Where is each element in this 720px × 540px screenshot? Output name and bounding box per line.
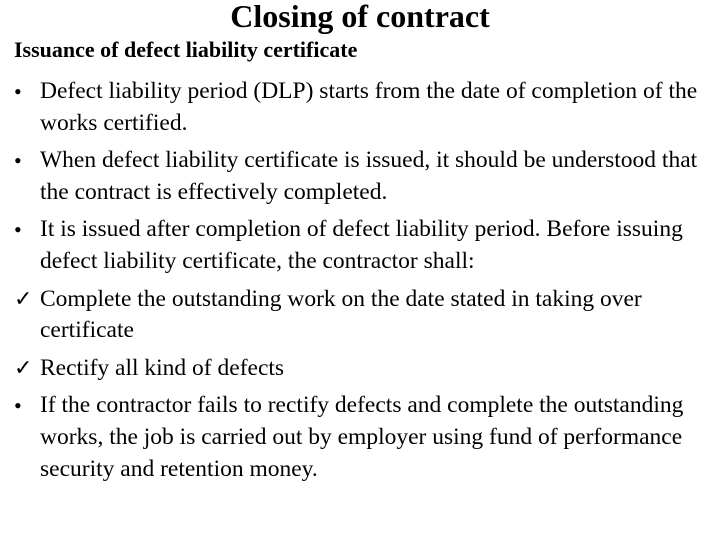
checkmark-icon: ✓: [14, 355, 33, 381]
bullet-item: [14, 353, 714, 385]
bullet-item: [14, 390, 714, 485]
bullet-text: Complete the outstanding work on the date stated in taking over certificate: [40, 285, 642, 344]
slide-subtitle: Issuance of defect liability certificate: [14, 37, 358, 62]
bullet-text: If the contractor fails to rectify defects and complete the outstanding works, the job is carried out by employer using fund of performance security and retention money.: [40, 392, 684, 482]
bullet-item: [14, 284, 714, 347]
bullet-dot-icon: •: [14, 393, 22, 419]
bullet-text: Rectify all kind of defects: [40, 354, 285, 381]
slide-title: Closing of contract: [230, 0, 490, 34]
bullet-item: [14, 76, 714, 139]
bullet-text: Defect liability period (DLP) starts from the date of completion of the works certified.: [40, 78, 698, 136]
bullet-dot-icon: •: [14, 79, 22, 104]
bullet-text: It is issued after completion of defect liability period. Before issuing defect liability certificate, the contractor shall:: [40, 216, 683, 274]
bullet-dot-icon: •: [14, 217, 22, 243]
bullet-text: When defect liability certificate is issued, it should be understood that the contract is effectively completed.: [40, 147, 698, 205]
bullet-dot-icon: •: [14, 148, 22, 174]
bullet-item: [14, 145, 714, 208]
bullet-item: [14, 214, 714, 277]
bullet-list: [14, 76, 714, 491]
checkmark-icon: ✓: [14, 286, 33, 312]
